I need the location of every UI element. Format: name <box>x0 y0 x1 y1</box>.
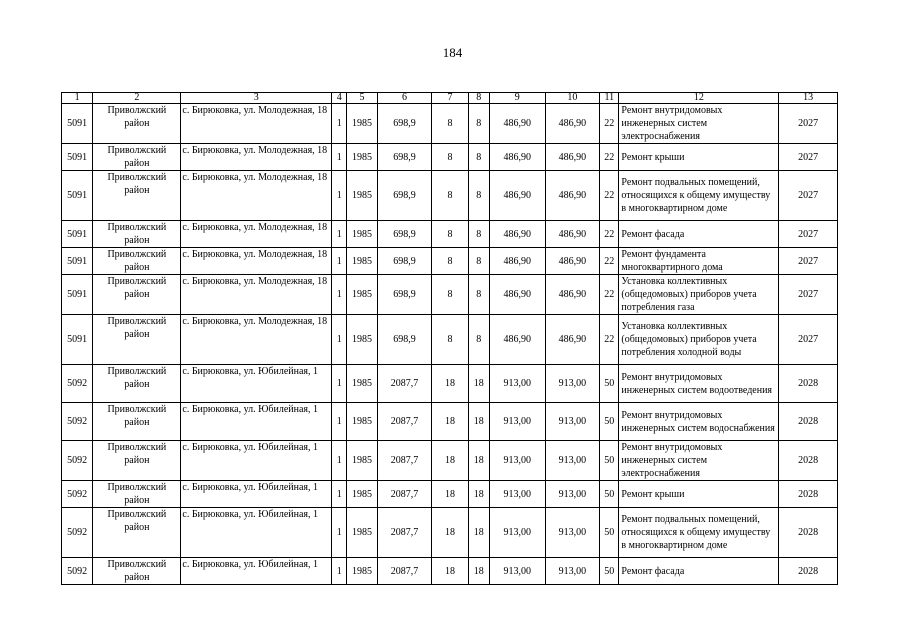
cell-col7: 8 <box>432 315 468 365</box>
cell-area: 2087,7 <box>377 558 432 585</box>
cell-col8: 8 <box>468 275 489 315</box>
cell-work-type: Ремонт крыши <box>619 144 779 171</box>
cell-district: Приволжский район <box>93 403 181 441</box>
cell-address: с. Бирюковка, ул. Молодежная, 18 <box>181 248 332 275</box>
cell-district: Приволжский район <box>93 481 181 508</box>
cell-plan-year: 2028 <box>779 441 838 481</box>
cell-col8: 8 <box>468 144 489 171</box>
cell-col9: 486,90 <box>489 221 545 248</box>
cell-col11: 50 <box>600 558 619 585</box>
cell-col8: 8 <box>468 315 489 365</box>
cell-col8: 8 <box>468 104 489 144</box>
cell-col4: 1 <box>332 365 347 403</box>
column-number-row <box>62 93 838 104</box>
cell-plan-year: 2027 <box>779 221 838 248</box>
cell-year: 1985 <box>347 481 377 508</box>
cell-col4: 1 <box>332 403 347 441</box>
cell-col10: 913,00 <box>545 481 600 508</box>
table-row <box>62 558 838 585</box>
cell-col7: 8 <box>432 275 468 315</box>
cell-col11: 22 <box>600 171 619 221</box>
cell-work-type: Ремонт внутридомовых инженерных систем водоотведения <box>619 365 779 403</box>
cell-area: 698,9 <box>377 248 432 275</box>
cell-work-type: Ремонт внутридомовых инженерных систем электроснабжения <box>619 104 779 144</box>
cell-address: с. Бирюковка, ул. Юбилейная, 1 <box>181 403 332 441</box>
cell-col4: 1 <box>332 171 347 221</box>
cell-col4: 1 <box>332 248 347 275</box>
cell-address: с. Бирюковка, ул. Юбилейная, 1 <box>181 441 332 481</box>
cell-col4: 1 <box>332 481 347 508</box>
cell-col4: 1 <box>332 275 347 315</box>
cell-work-type: Ремонт внутридомовых инженерных систем водоснабжения <box>619 403 779 441</box>
cell-district: Приволжский район <box>93 171 181 221</box>
cell-col8: 18 <box>468 481 489 508</box>
cell-plan-year: 2027 <box>779 104 838 144</box>
cell-col4: 1 <box>332 144 347 171</box>
column-header: 9 <box>489 93 545 104</box>
table-row <box>62 171 838 221</box>
cell-area: 698,9 <box>377 171 432 221</box>
cell-id: 5091 <box>62 171 93 221</box>
cell-address: с. Бирюковка, ул. Юбилейная, 1 <box>181 508 332 558</box>
cell-col9: 486,90 <box>489 275 545 315</box>
cell-col7: 18 <box>432 558 468 585</box>
cell-id: 5092 <box>62 558 93 585</box>
cell-col8: 18 <box>468 365 489 403</box>
cell-col10: 913,00 <box>545 365 600 403</box>
cell-col7: 8 <box>432 104 468 144</box>
cell-year: 1985 <box>347 315 377 365</box>
cell-col9: 913,00 <box>489 481 545 508</box>
column-header: 2 <box>93 93 181 104</box>
cell-plan-year: 2028 <box>779 508 838 558</box>
cell-col7: 18 <box>432 441 468 481</box>
cell-address: с. Бирюковка, ул. Молодежная, 18 <box>181 144 332 171</box>
cell-year: 1985 <box>347 441 377 481</box>
cell-col11: 22 <box>600 144 619 171</box>
cell-col4: 1 <box>332 508 347 558</box>
cell-area: 2087,7 <box>377 403 432 441</box>
cell-id: 5091 <box>62 144 93 171</box>
cell-col9: 486,90 <box>489 248 545 275</box>
cell-id: 5092 <box>62 441 93 481</box>
cell-col7: 18 <box>432 508 468 558</box>
cell-id: 5091 <box>62 104 93 144</box>
cell-col10: 913,00 <box>545 508 600 558</box>
column-header: 6 <box>377 93 432 104</box>
cell-area: 698,9 <box>377 315 432 365</box>
cell-area: 698,9 <box>377 144 432 171</box>
cell-col8: 18 <box>468 558 489 585</box>
cell-area: 2087,7 <box>377 508 432 558</box>
cell-col8: 18 <box>468 403 489 441</box>
cell-plan-year: 2028 <box>779 558 838 585</box>
table-row <box>62 365 838 403</box>
cell-year: 1985 <box>347 171 377 221</box>
cell-col8: 8 <box>468 171 489 221</box>
table-body <box>62 93 838 585</box>
table-row <box>62 508 838 558</box>
cell-year: 1985 <box>347 144 377 171</box>
cell-col10: 486,90 <box>545 221 600 248</box>
cell-address: с. Бирюковка, ул. Молодежная, 18 <box>181 221 332 248</box>
cell-col11: 22 <box>600 221 619 248</box>
cell-work-type: Ремонт подвальных помещений, относящихся к общему имуществу в многоквартирном доме <box>619 508 779 558</box>
cell-col7: 8 <box>432 171 468 221</box>
cell-address: с. Бирюковка, ул. Юбилейная, 1 <box>181 365 332 403</box>
cell-col7: 18 <box>432 481 468 508</box>
cell-col9: 913,00 <box>489 365 545 403</box>
column-header: 5 <box>347 93 377 104</box>
cell-year: 1985 <box>347 508 377 558</box>
cell-col10: 913,00 <box>545 558 600 585</box>
cell-col9: 486,90 <box>489 315 545 365</box>
cell-year: 1985 <box>347 248 377 275</box>
cell-col9: 913,00 <box>489 558 545 585</box>
column-header: 8 <box>468 93 489 104</box>
cell-district: Приволжский район <box>93 508 181 558</box>
cell-col7: 18 <box>432 403 468 441</box>
cell-plan-year: 2027 <box>779 275 838 315</box>
column-header: 13 <box>779 93 838 104</box>
cell-col9: 486,90 <box>489 104 545 144</box>
cell-work-type: Ремонт фасада <box>619 221 779 248</box>
cell-district: Приволжский район <box>93 144 181 171</box>
cell-id: 5091 <box>62 248 93 275</box>
cell-col11: 22 <box>600 275 619 315</box>
cell-year: 1985 <box>347 275 377 315</box>
cell-col9: 486,90 <box>489 144 545 171</box>
cell-district: Приволжский район <box>93 248 181 275</box>
cell-col10: 486,90 <box>545 144 600 171</box>
cell-work-type: Ремонт подвальных помещений, относящихся к общему имуществу в многоквартирном доме <box>619 171 779 221</box>
column-header: 7 <box>432 93 468 104</box>
cell-col10: 486,90 <box>545 171 600 221</box>
cell-id: 5091 <box>62 221 93 248</box>
cell-col10: 486,90 <box>545 104 600 144</box>
cell-col8: 8 <box>468 221 489 248</box>
cell-plan-year: 2027 <box>779 144 838 171</box>
table-row <box>62 275 838 315</box>
cell-col4: 1 <box>332 315 347 365</box>
cell-col7: 8 <box>432 221 468 248</box>
cell-col11: 22 <box>600 104 619 144</box>
cell-col9: 913,00 <box>489 508 545 558</box>
cell-col8: 18 <box>468 508 489 558</box>
table-row <box>62 441 838 481</box>
cell-col7: 8 <box>432 144 468 171</box>
cell-id: 5092 <box>62 403 93 441</box>
cell-year: 1985 <box>347 104 377 144</box>
cell-col9: 913,00 <box>489 441 545 481</box>
cell-col4: 1 <box>332 221 347 248</box>
cell-col11: 50 <box>600 481 619 508</box>
column-header: 1 <box>62 93 93 104</box>
cell-address: с. Бирюковка, ул. Молодежная, 18 <box>181 104 332 144</box>
cell-address: с. Бирюковка, ул. Юбилейная, 1 <box>181 481 332 508</box>
cell-col10: 486,90 <box>545 275 600 315</box>
table-row <box>62 104 838 144</box>
cell-plan-year: 2028 <box>779 403 838 441</box>
cell-col9: 913,00 <box>489 403 545 441</box>
cell-col8: 8 <box>468 248 489 275</box>
cell-district: Приволжский район <box>93 275 181 315</box>
cell-work-type: Ремонт фундамента многоквартирного дома <box>619 248 779 275</box>
cell-area: 698,9 <box>377 104 432 144</box>
cell-year: 1985 <box>347 403 377 441</box>
cell-col10: 486,90 <box>545 248 600 275</box>
cell-area: 2087,7 <box>377 441 432 481</box>
cell-work-type: Ремонт крыши <box>619 481 779 508</box>
cell-col8: 18 <box>468 441 489 481</box>
cell-col4: 1 <box>332 441 347 481</box>
cell-district: Приволжский район <box>93 558 181 585</box>
table-row <box>62 144 838 171</box>
cell-id: 5092 <box>62 365 93 403</box>
column-header: 12 <box>619 93 779 104</box>
cell-address: с. Бирюковка, ул. Молодежная, 18 <box>181 275 332 315</box>
cell-id: 5091 <box>62 315 93 365</box>
cell-district: Приволжский район <box>93 104 181 144</box>
cell-district: Приволжский район <box>93 315 181 365</box>
cell-area: 2087,7 <box>377 365 432 403</box>
table-row <box>62 403 838 441</box>
cell-area: 698,9 <box>377 221 432 248</box>
cell-work-type: Установка коллективных (общедомовых) приборов учета потребления газа <box>619 275 779 315</box>
cell-col11: 22 <box>600 248 619 275</box>
cell-address: с. Бирюковка, ул. Молодежная, 18 <box>181 171 332 221</box>
cell-district: Приволжский район <box>93 221 181 248</box>
column-header: 11 <box>600 93 619 104</box>
cell-col7: 8 <box>432 248 468 275</box>
capital-repair-table <box>61 92 838 585</box>
column-header: 4 <box>332 93 347 104</box>
cell-col7: 18 <box>432 365 468 403</box>
cell-col11: 50 <box>600 403 619 441</box>
cell-work-type: Установка коллективных (общедомовых) приборов учета потребления холодной воды <box>619 315 779 365</box>
cell-id: 5092 <box>62 481 93 508</box>
column-header: 3 <box>181 93 332 104</box>
cell-district: Приволжский район <box>93 441 181 481</box>
cell-plan-year: 2027 <box>779 171 838 221</box>
cell-col11: 50 <box>600 508 619 558</box>
cell-year: 1985 <box>347 365 377 403</box>
cell-col11: 50 <box>600 441 619 481</box>
cell-area: 2087,7 <box>377 481 432 508</box>
column-header: 10 <box>545 93 600 104</box>
table-row <box>62 315 838 365</box>
cell-col11: 22 <box>600 315 619 365</box>
table-row <box>62 481 838 508</box>
cell-col4: 1 <box>332 104 347 144</box>
cell-col9: 486,90 <box>489 171 545 221</box>
cell-col10: 486,90 <box>545 315 600 365</box>
table-row <box>62 248 838 275</box>
page-number: 184 <box>442 45 463 60</box>
cell-area: 698,9 <box>377 275 432 315</box>
cell-id: 5092 <box>62 508 93 558</box>
cell-plan-year: 2028 <box>779 365 838 403</box>
cell-col10: 913,00 <box>545 441 600 481</box>
cell-col4: 1 <box>332 558 347 585</box>
cell-plan-year: 2028 <box>779 481 838 508</box>
cell-address: с. Бирюковка, ул. Молодежная, 18 <box>181 315 332 365</box>
cell-plan-year: 2027 <box>779 315 838 365</box>
cell-year: 1985 <box>347 558 377 585</box>
cell-col11: 50 <box>600 365 619 403</box>
cell-work-type: Ремонт фасада <box>619 558 779 585</box>
cell-id: 5091 <box>62 275 93 315</box>
cell-address: с. Бирюковка, ул. Юбилейная, 1 <box>181 558 332 585</box>
cell-work-type: Ремонт внутридомовых инженерных систем электроснабжения <box>619 441 779 481</box>
cell-plan-year: 2027 <box>779 248 838 275</box>
cell-year: 1985 <box>347 221 377 248</box>
cell-district: Приволжский район <box>93 365 181 403</box>
table-row <box>62 221 838 248</box>
cell-col10: 913,00 <box>545 403 600 441</box>
